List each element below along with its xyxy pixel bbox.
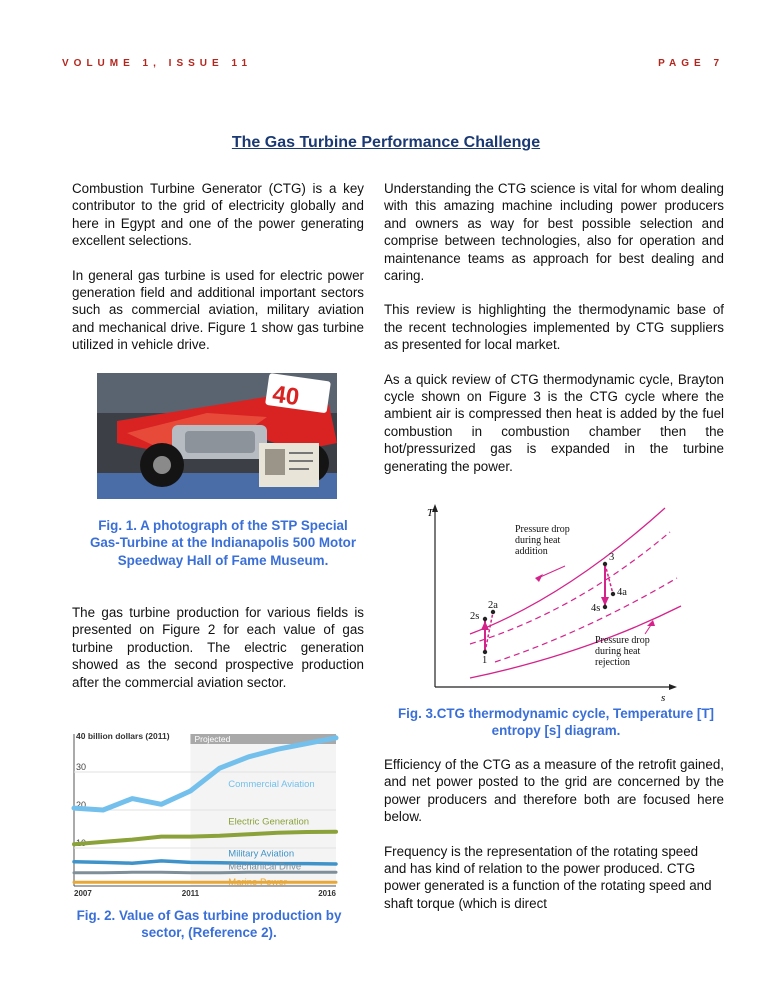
paragraph-frequency: Frequency is the representation of the rotating speed and has kind of relation to the power produced. CTG power generated is a function of the rotating speed and shaft torque (which is direct <box>384 843 712 911</box>
right-column-bottom <box>384 756 724 929</box>
page-number: PAGE 7 <box>658 58 724 69</box>
chart-x-tick-label: 2016 <box>318 889 336 898</box>
label-1: 1 <box>482 655 488 666</box>
state-point-4a <box>611 592 615 596</box>
heat-rejection-note <box>595 635 650 668</box>
heat-add-line-1: Pressure drop <box>515 524 570 535</box>
heat-rej-line-3: rejection <box>595 657 630 668</box>
car-number-text: 40 <box>270 380 301 412</box>
paragraph-review-scope: This review is highlighting the thermodynamic base of the recent technologies implemented by CTG suppliers as presented for local market. <box>384 302 724 353</box>
gas-turbine-production-chart <box>64 718 342 898</box>
ts-diagram <box>415 502 715 702</box>
projected-label: Projected <box>194 734 231 744</box>
expansion-arrow-icon <box>601 597 609 606</box>
label-2a: 2a <box>488 600 498 611</box>
chart-series-label: Commercial Aviation <box>228 779 315 791</box>
chart-series-label: Marine Power <box>228 877 287 889</box>
heat-addition-pointer <box>538 566 565 578</box>
s-axis-label: s <box>661 692 666 702</box>
low-pressure-isobar-dashed <box>495 578 677 662</box>
newsletter-issue: VOLUME 1, ISSUE 11 <box>62 58 253 69</box>
paragraph-ctg-intro: Combustion Turbine Generator (CTG) is a key contributor to the grid of electricity globally and here in Egypt and one of the power generating excellent selections. <box>72 181 364 249</box>
paragraph-gas-turbine-uses: In general gas turbine is used for electric power generation field and additional important sectors such as commercial aviation, military aviation and mechanical drive. Figure 1 show gas turbine utilized in vehicle drive. <box>72 267 364 353</box>
state-point-4s <box>603 605 607 609</box>
s-axis-arrow-icon <box>669 684 677 690</box>
right-column-top <box>384 180 724 492</box>
paragraph-production-by-field: The gas turbine production for various fields is presented on Figure 2 for each value of gas turbine production. The electric generation showed as the second prospective production after the commercial aviation sector. <box>72 605 364 690</box>
article-title: The Gas Turbine Performance Challenge <box>231 134 541 151</box>
fig1-caption: Fig. 1. A photograph of the STP Special Gas-Turbine at the Indianapolis 500 Motor Speedway Hall of Fame Museum. <box>89 518 357 568</box>
paragraph-ctg-science: Understanding the CTG science is vital for whom dealing with this amazing machine including power producers and owners as way for best possible selection and comprise between technologies, also for operation and maintenance teams as approach for best dealing and caring. <box>384 181 724 284</box>
label-4a: 4a <box>617 587 627 598</box>
chart-y-axis-label: 40 billion dollars (2011) <box>76 731 170 741</box>
t-axis-label: T <box>427 507 434 519</box>
compression-arrow-icon <box>481 621 489 630</box>
chart-x-tick-label: 2011 <box>181 889 200 898</box>
heat-add-line-3: addition <box>515 546 548 557</box>
gas-turbine-car-photo <box>97 373 337 499</box>
chart-series-label: Mechanical Drive <box>228 861 302 873</box>
heat-rej-line-2: during heat <box>595 646 641 657</box>
chart-x-tick-label: 2007 <box>74 889 92 898</box>
label-2s: 2s <box>470 611 480 622</box>
paragraph-brayton-cycle: As a quick review of CTG thermodynamic cycle, Brayton cycle shown on Figure 3 is the CTG cycle where the ambient air is compressed then heat is added by the fuel combustion in combustion chamber then the hot/pressurized gas is expanded in the turbine generating the power. <box>384 371 724 474</box>
fig3-caption: Fig. 3.CTG thermodynamic cycle, Temperature [T] entropy [s] diagram. <box>398 706 714 739</box>
high-pressure-isobar-dashed <box>470 532 670 644</box>
state-point-3 <box>603 562 607 566</box>
heat-rej-line-1: Pressure drop <box>595 635 650 646</box>
fig2-caption: Fig. 2. Value of Gas turbine production by sector, (Reference 2). <box>76 908 342 941</box>
paragraph-efficiency: Efficiency of the CTG as a measure of the retrofit gained, and net power posted to the grid are concerned by the power producers and therefore both are focused here below. <box>384 757 724 825</box>
chart-y-tick-label: 30 <box>76 762 87 772</box>
chart-series-label: Electric Generation <box>228 816 310 828</box>
chart-series-label: Military Aviation <box>228 848 295 860</box>
chart-y-tick-label: 10 <box>76 838 87 848</box>
label-4s: 4s <box>591 603 601 614</box>
chart-y-tick-label: 20 <box>76 800 87 810</box>
state-point-1 <box>483 650 487 654</box>
heat-add-line-2: during heat <box>515 535 561 546</box>
heat-rejection-pointer <box>645 622 653 634</box>
left-column-top <box>72 180 364 371</box>
label-3: 3 <box>609 552 615 563</box>
state-point-2s <box>483 617 487 621</box>
left-column-bottom <box>72 604 364 708</box>
heat-addition-note <box>515 524 570 557</box>
